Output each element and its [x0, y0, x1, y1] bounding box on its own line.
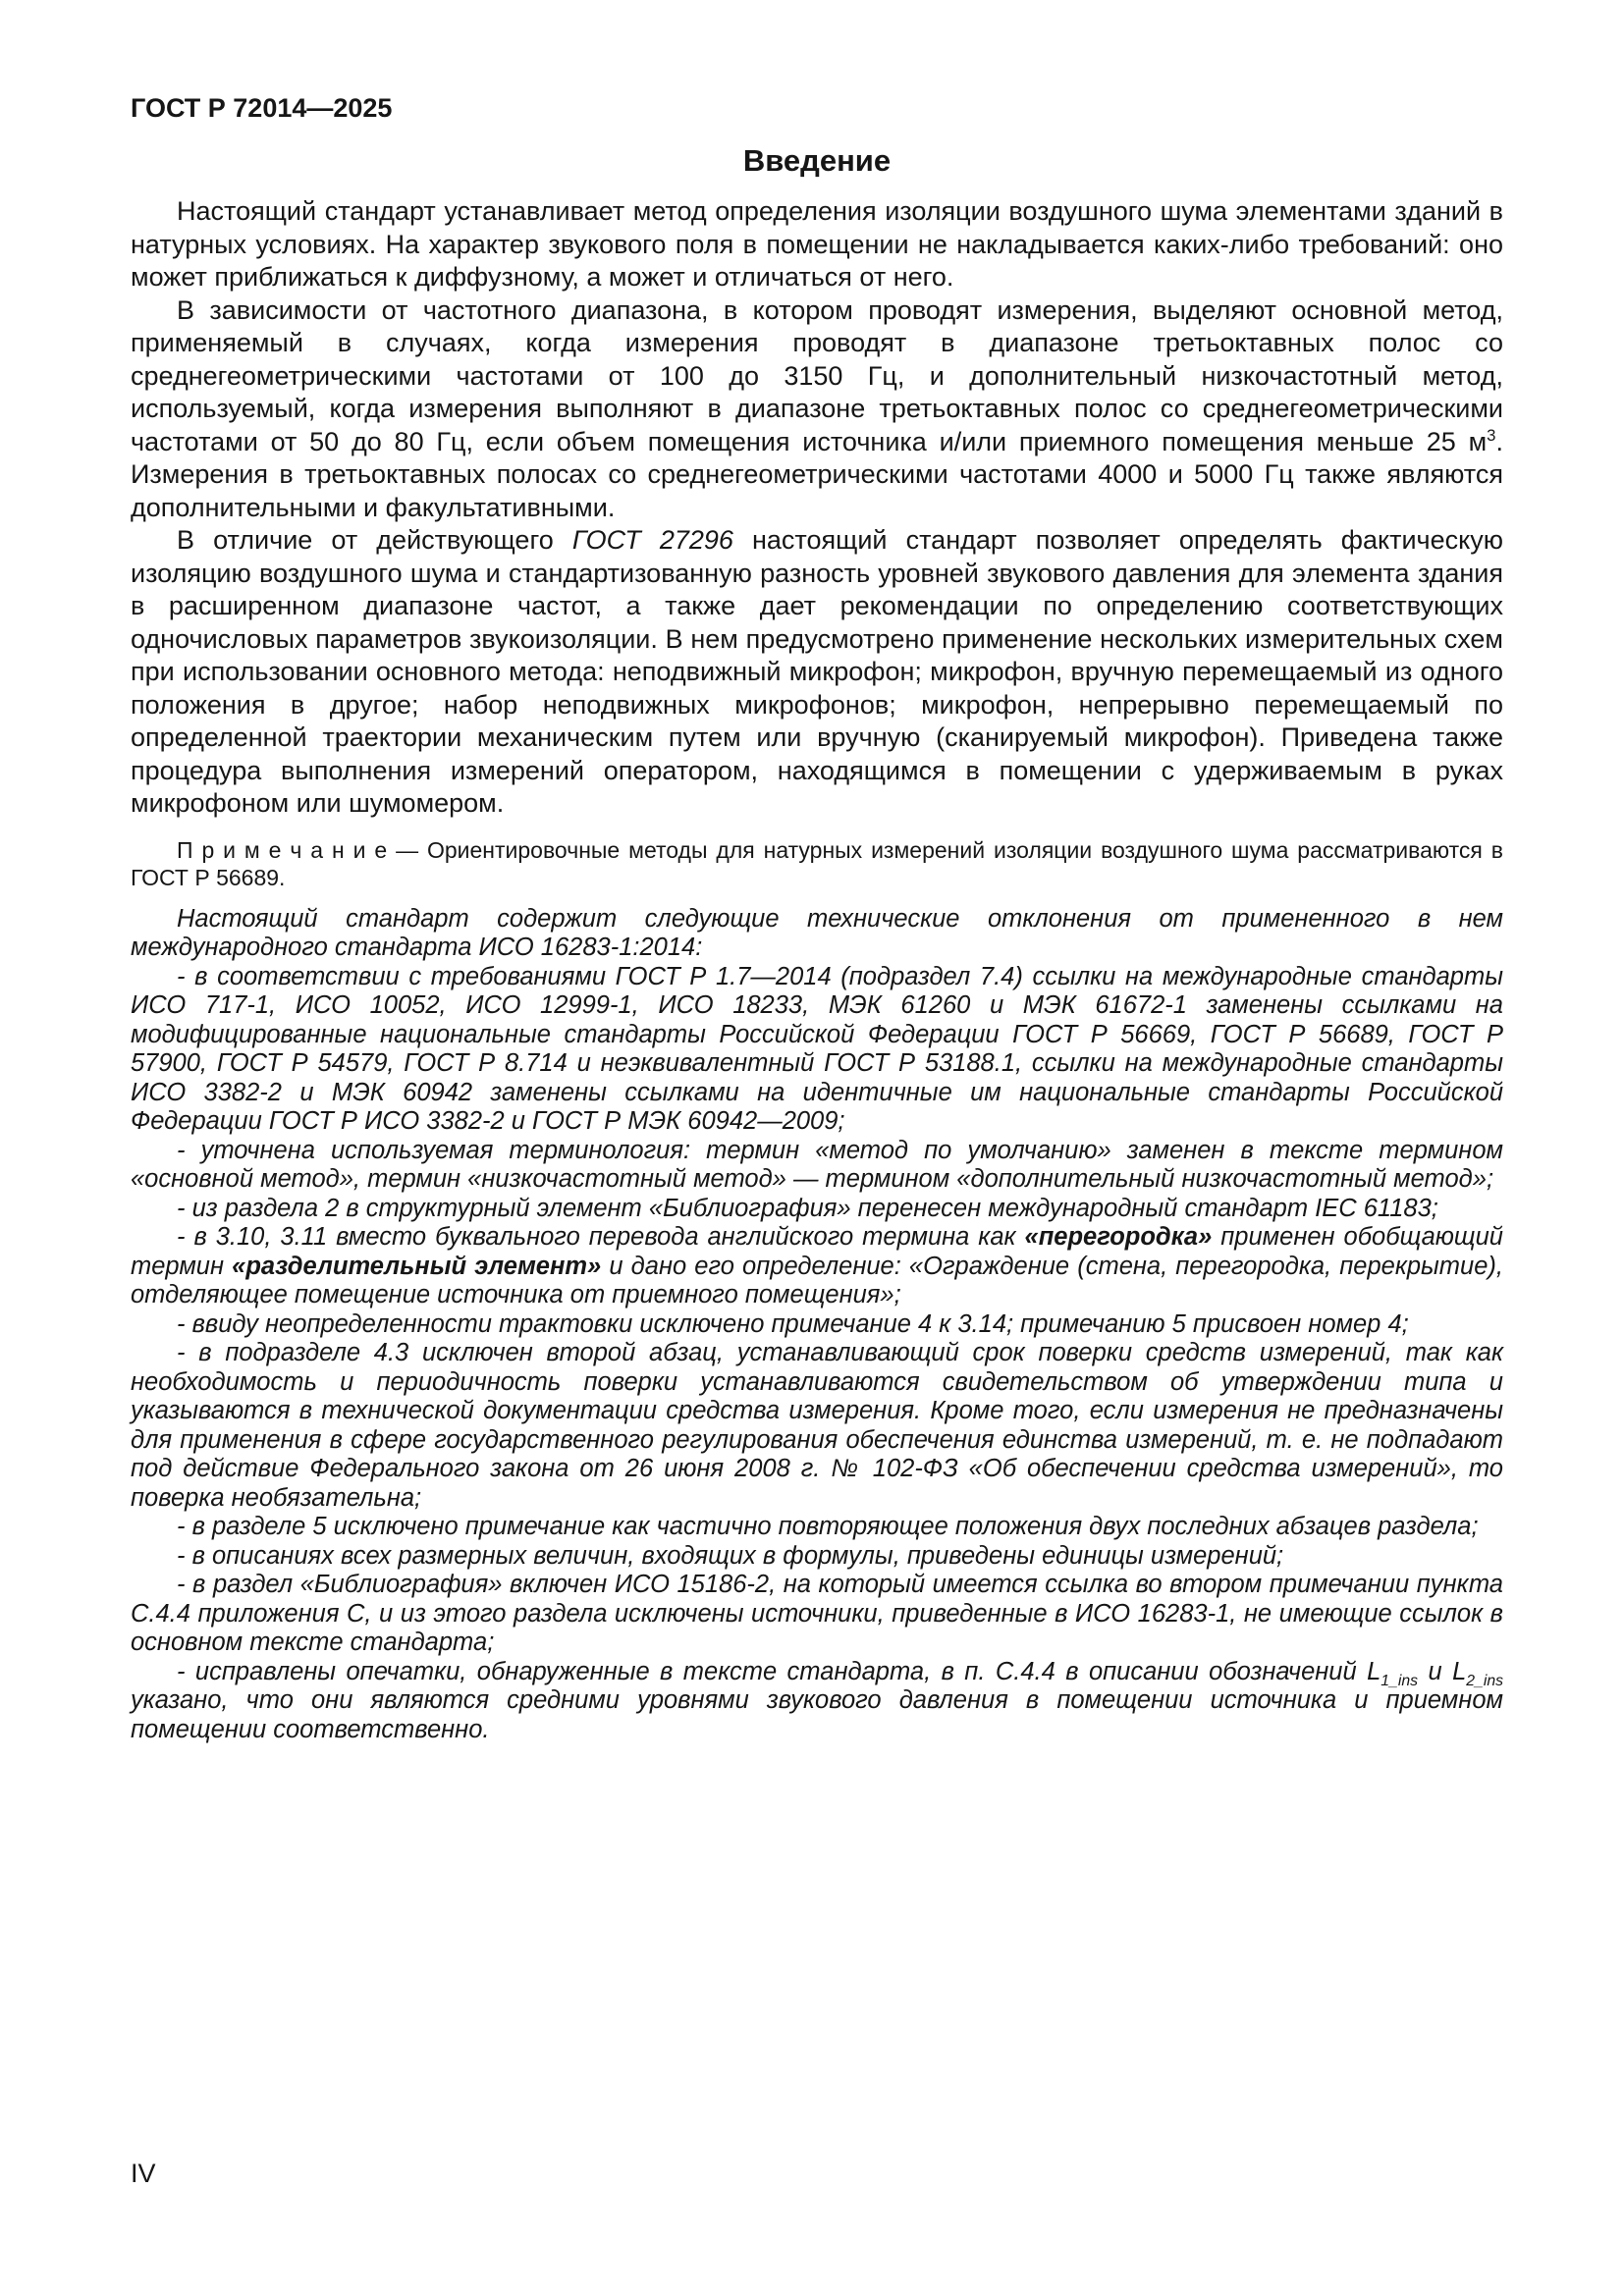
method-paragraph: В зависимости от частотного диапазона, в котором проводят измерения, выделяют основной метод, применяемый в случаях, когда измерения проводят в диапазоне третьоктавных полос со среднегеометрическими частотами от 100 до 3150 Гц, и дополнительный низкочастотный метод, используемый, когда измерения выполняют в диапазоне третьоктавных полос со среднегеометрическими частотами от 50 до 80 Гц, если объем помещения источника и/или приемного помещения меньше 25 $м^3$. Измерения в третьоктавных полосах со среднегеометрическими частотами 4000 и 5000 Гц также являются дополнительными и факультативными. [131, 294, 1503, 522]
document-content [131, 92, 1503, 1744]
deviation-item: - в подразделе 4.3 исключен второй абзац, устанавливающий срок поверки средств измерений, так как необходимость и периодичность поверки устанавливаются свидетельством об утверждении типа и указываются в технической документации средства измерения. Кроме того, если измерения не предназначены для применения в сфере государственного регулирования обеспечения единства измерений, т. е. не подпадают под действие Федерального закона от 26 июня 2008 г. № 102-ФЗ «Об обеспечении средства измерений», то поверка необязательна; [131, 1339, 1503, 1512]
document-body [131, 195, 1503, 1744]
deviation-item: - уточнена используемая терминология: термин «метод по умолчанию» заменен в тексте термином «основной метод», термин «низкочастотный метод» — термином «дополнительный низкочастотный метод»; [131, 1136, 1503, 1193]
deviation-item: - исправлены опечатки, обнаруженные в тексте стандарта, в п. С.4.4 в описании обозначений $L_{1\_ins}$ и $L_{2\_ins}$ указано, что они являются средними уровнями звукового давления в помещении источника и приемном помещении соответственно. [131, 1657, 1504, 1743]
deviation-item: - ввиду неопределенности трактовки исключено примечание 4 к 3.14; примечанию 5 присвоен номер 4; [177, 1309, 1409, 1338]
intro-paragraph: Настоящий стандарт устанавливает метод определения изоляции воздушного шума элементами зданий в натурных условиях. На характер звукового поля в помещении не накладывается каких-либо требований: оно может приближаться к диффузному, а может и отличаться от него. [131, 196, 1503, 292]
deviation-item: - в 3.10, 3.11 вместо буквального перевода английского термина как «перегородка» применен обобщающий термин «разделительный элемент» и дано его определение: «Ограждение (стена, перегородка, перекрытие), отделяющее помещение источника от приемного помещения»; [131, 1223, 1503, 1308]
page-number: IV [131, 2159, 156, 2188]
page-title: Введение [742, 143, 892, 178]
standard-designation: ГОСТ Р 72014—2025 [131, 93, 393, 123]
deviation-item: - в описаниях всех размерных величин, входящих в формулы, приведены единицы измерений; [177, 1541, 1284, 1570]
deviation-item: - в разделе 5 исключено примечание как частично повторяющее положения двух последних абзацев раздела; [177, 1513, 1479, 1540]
note-paragraph: П р и м е ч а н и е — Ориентировочные методы для натурных измерений изоляции воздушного шума рассматриваются в ГОСТ Р 56689. [131, 836, 1503, 890]
deviation-item: - из раздела 2 в структурный элемент «Библиография» перенесен международный стандарт IEC 61183; [177, 1194, 1438, 1222]
deviation-item: - в соответствии с требованиями ГОСТ Р 1.7—2014 (подраздел 7.4) ссылки на международные стандарты ИСО 717-1, ИСО 10052, ИСО 12999-1, ИСО 18233, МЭК 61260 и МЭК 61672-1 заменены ссылками на модифицированные национальные стандарты Российской Федерации ГОСТ Р 56669, ГОСТ Р 56689, ГОСТ Р 57900, ГОСТ Р 54579, ГОСТ Р 8.714 и неэквивалентный ГОСТ Р 53188.1, ссылки на международные стандарты ИСО 3382-2 и МЭК 60942 заменены ссылками на идентичные им национальные стандарты Российской Федерации ГОСТ Р ИСО 3382-2 и ГОСТ Р МЭК 60942—2009; [131, 962, 1503, 1135]
difference-paragraph: В отличие от действующего ГОСТ 27296 настоящий стандарт позволяет определять фактическую изоляцию воздушного шума и стандартизованную разность уровней звукового давления для элемента здания в расширенном диапазоне частот, а также дает рекомендации по определению соответствующих одночисловых параметров звукоизоляции. В нем предусмотрено применение нескольких измерительных схем при использовании основного метода: неподвижный микрофон; микрофон, вручную перемещаемый из одного положения в другое; набор неподвижных микрофонов; микрофон, непрерывно перемещаемый по определенной траектории механическим путем или вручную (сканируемый микрофон). Приведена также процедура выполнения измерений оператором, находящимся в помещении с удерживаемым в руках микрофоном или шумомером. [131, 525, 1504, 818]
deviations-intro: Настоящий стандарт содержит следующие технические отклонения от примененного в нем международного стандарта ИСО 16283-1:2014: [131, 904, 1503, 961]
deviation-item: - в раздел «Библиография» включен ИСО 15186-2, на который имеется ссылка во втором примечании пункта С.4.4 приложения С, и из этого раздела исключены источники, приведенные в ИСО 16283-1, не имеющие ссылок в основном тексте стандарта; [131, 1571, 1503, 1656]
